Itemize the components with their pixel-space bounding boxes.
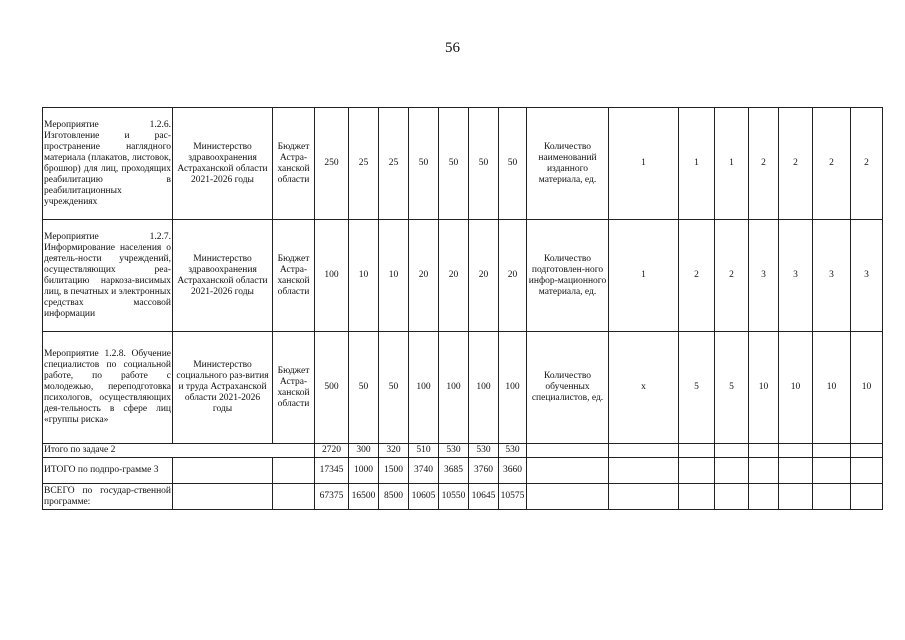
funding-year: 100 xyxy=(499,332,527,444)
total-value: 3685 xyxy=(439,458,469,484)
funding-year: 50 xyxy=(499,108,527,220)
target-value: 10 xyxy=(851,332,883,444)
total-value: 530 xyxy=(499,444,527,458)
target-value: 10 xyxy=(749,332,779,444)
target-value: 2 xyxy=(715,220,749,332)
funding-year: 20 xyxy=(409,220,439,332)
total-value: 17345 xyxy=(315,458,349,484)
target-value: х xyxy=(609,332,679,444)
target-value: 3 xyxy=(779,220,813,332)
funding-year: 50 xyxy=(439,108,469,220)
total-value: 8500 xyxy=(379,484,409,510)
total-value: 510 xyxy=(409,444,439,458)
row-indicator: Количество наименований изданного материала, ед. xyxy=(527,108,609,220)
funding-year: 100 xyxy=(469,332,499,444)
target-value: 2 xyxy=(679,220,715,332)
funding-year: 10 xyxy=(349,220,379,332)
total-value: 300 xyxy=(349,444,379,458)
total-value: 1000 xyxy=(349,458,379,484)
funding-year: 20 xyxy=(499,220,527,332)
target-value: 2 xyxy=(749,108,779,220)
row-responsible: Министерство здравоохранения Астраханской области 2021-2026 годы xyxy=(173,108,273,220)
total-value: 530 xyxy=(439,444,469,458)
row-funding-source: Бюджет Астра-ханской области xyxy=(273,108,315,220)
row-funding-source: Бюджет Астра-ханской области xyxy=(273,220,315,332)
target-value: 5 xyxy=(715,332,749,444)
target-value: 5 xyxy=(679,332,715,444)
funding-total: 250 xyxy=(315,108,349,220)
row-responsible: Министерство социального раз-вития и труда Астраханской области 2021-2026 годы xyxy=(173,332,273,444)
table-row xyxy=(43,108,883,220)
total-value: 10550 xyxy=(439,484,469,510)
row-description: Мероприятие 1.2.7. Информирование населения о деятель-ности учреждений, осуществляющих реа-билитацию наркоза-висимых лиц, в печатных и электронных средствах массовой информации xyxy=(43,220,173,332)
funding-year: 25 xyxy=(379,108,409,220)
program-table xyxy=(42,107,883,510)
subprogram-total-row xyxy=(43,458,883,484)
total-label: ИТОГО по подпро-грамме 3 xyxy=(43,458,173,484)
total-value: 10575 xyxy=(499,484,527,510)
task-total-row xyxy=(43,444,883,458)
funding-year: 50 xyxy=(349,332,379,444)
total-value: 530 xyxy=(469,444,499,458)
target-value: 2 xyxy=(851,108,883,220)
row-indicator: Количество подготовлен-ного инфор-мационного материала, ед. xyxy=(527,220,609,332)
total-value: 3740 xyxy=(409,458,439,484)
total-label: Итого по задаче 2 xyxy=(43,444,315,458)
target-value: 3 xyxy=(749,220,779,332)
target-value: 10 xyxy=(813,332,851,444)
funding-year: 100 xyxy=(439,332,469,444)
funding-year: 20 xyxy=(439,220,469,332)
target-value: 3 xyxy=(851,220,883,332)
target-value: 1 xyxy=(679,108,715,220)
funding-year: 25 xyxy=(349,108,379,220)
total-value: 320 xyxy=(379,444,409,458)
total-value: 10645 xyxy=(469,484,499,510)
table-row xyxy=(43,220,883,332)
target-value: 2 xyxy=(813,108,851,220)
funding-year: 100 xyxy=(409,332,439,444)
page-number: 56 xyxy=(445,40,460,56)
row-responsible: Министерство здравоохранения Астраханской области 2021-2026 годы xyxy=(173,220,273,332)
table-row xyxy=(43,332,883,444)
funding-year: 50 xyxy=(409,108,439,220)
target-value: 10 xyxy=(779,332,813,444)
total-label: ВСЕГО по государ-ственной программе: xyxy=(43,484,173,510)
row-description: Мероприятие 1.2.6. Изготовление и рас-пространение наглядного материала (плакатов, листовок, брошюр) для лиц, проходящих реабилитацию в реабилитационных учреждениях xyxy=(43,108,173,220)
row-indicator: Количество обученных специалистов, ед. xyxy=(527,332,609,444)
total-value: 67375 xyxy=(315,484,349,510)
total-value: 10605 xyxy=(409,484,439,510)
funding-year: 50 xyxy=(469,108,499,220)
funding-year: 20 xyxy=(469,220,499,332)
funding-year: 10 xyxy=(379,220,409,332)
row-description: Мероприятие 1.2.8. Обучение специалистов по социальной работе, по работе с молодежью, переподготовка психологов, осуществляющих дея-тельность в сфере лиц «группы риска» xyxy=(43,332,173,444)
funding-total: 100 xyxy=(315,220,349,332)
program-total-row xyxy=(43,484,883,510)
target-value: 3 xyxy=(813,220,851,332)
target-value: 1 xyxy=(609,220,679,332)
total-value: 2720 xyxy=(315,444,349,458)
funding-total: 500 xyxy=(315,332,349,444)
target-value: 1 xyxy=(609,108,679,220)
row-funding-source: Бюджет Астра-ханской области xyxy=(273,332,315,444)
total-value: 3660 xyxy=(499,458,527,484)
total-value: 1500 xyxy=(379,458,409,484)
total-value: 3760 xyxy=(469,458,499,484)
target-value: 2 xyxy=(779,108,813,220)
total-value: 16500 xyxy=(349,484,379,510)
target-value: 1 xyxy=(715,108,749,220)
funding-year: 50 xyxy=(379,332,409,444)
